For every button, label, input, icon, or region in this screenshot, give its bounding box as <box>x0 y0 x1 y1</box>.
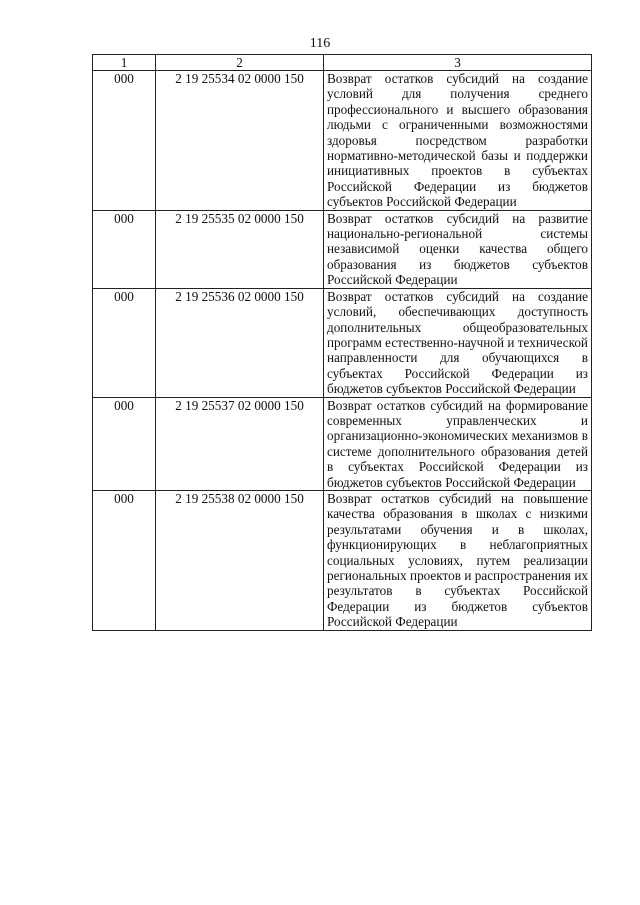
table-row <box>93 210 592 288</box>
column-header-2: 2 <box>156 55 324 71</box>
column-header-3: 3 <box>324 55 592 71</box>
table-header-row <box>93 55 592 71</box>
table-row <box>93 71 592 211</box>
column-header-1: 1 <box>93 55 156 71</box>
page-number: 116 <box>309 36 331 51</box>
admin-code-cell: 000 <box>93 288 156 397</box>
description-cell: Возврат остатков субсидий на создание условий для получения среднего профессионального и высшего образования людьми с ограниченными возможностями здоровья посредством разработки нормативно-методической базы и поддержки инициативных проектов в субъектах Российской Федерации из бюджетов субъектов Российской Федерации <box>324 71 592 211</box>
budget-code-cell: 2 19 25538 02 0000 150 <box>156 490 324 630</box>
description-cell: Возврат остатков субсидий на создание условий, обеспечивающих доступность дополнительных общеобразовательных программ естественно-научной и технической направленности для обучающихся в субъектах Российской Федерации из бюджетов субъектов Российской Федерации <box>324 288 592 397</box>
budget-code-cell: 2 19 25534 02 0000 150 <box>156 71 324 211</box>
table-row <box>93 490 592 630</box>
table-row <box>93 397 592 490</box>
admin-code-cell: 000 <box>93 397 156 490</box>
description-cell: Возврат остатков субсидий на формирование современных управленческих и организационно-экономических механизмов в системе дополнительного образования детей в субъектах Российской Федерации из бюджетов субъектов Российской Федерации <box>324 397 592 490</box>
description-cell: Возврат остатков субсидий на повышение качества образования в школах с низкими результатами обучения и в школах, функционирующих в неблагоприятных социальных условиях, путем реализации региональных проектов и распространения их результатов в субъектах Российской Федерации из бюджетов субъектов Российской Федерации <box>324 490 592 630</box>
budget-code-cell: 2 19 25535 02 0000 150 <box>156 210 324 288</box>
budget-codes-table <box>92 54 592 631</box>
admin-code-cell: 000 <box>93 210 156 288</box>
table-row <box>93 288 592 397</box>
budget-code-cell: 2 19 25537 02 0000 150 <box>156 397 324 490</box>
admin-code-cell: 000 <box>93 71 156 211</box>
admin-code-cell: 000 <box>93 490 156 630</box>
description-cell: Возврат остатков субсидий на развитие национально-региональной системы независимой оценки качества общего образования из бюджетов субъектов Российской Федерации <box>324 210 592 288</box>
budget-code-cell: 2 19 25536 02 0000 150 <box>156 288 324 397</box>
